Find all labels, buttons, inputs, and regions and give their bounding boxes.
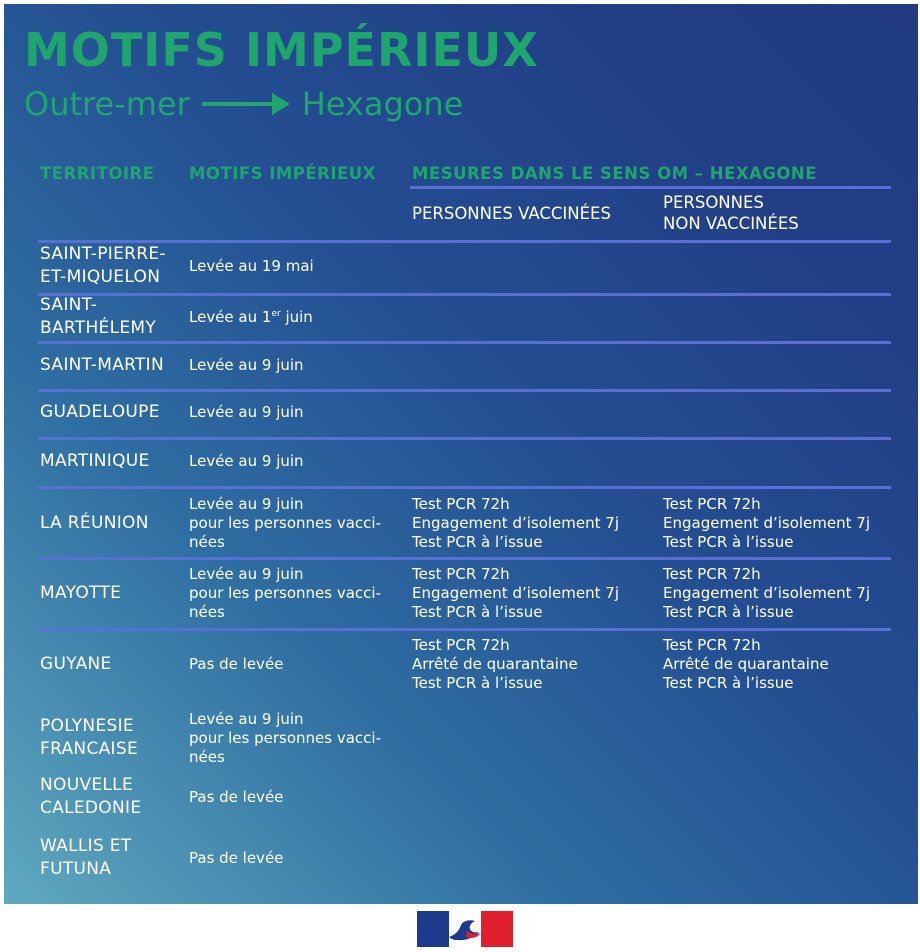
header-motifs: MOTIFS IMPÉRIEUX xyxy=(189,164,376,183)
measures-vaccinated: Test PCR 72h Engagement d’isolement 7j Test PCR à l’issue xyxy=(412,564,619,621)
measures-unvaccinated: Test PCR 72h Arrêté de quarantaine Test PCR à l’issue xyxy=(663,635,829,692)
header-mesures: MESURES DANS LE SENS OM – HEXAGONE xyxy=(412,164,818,183)
row-divider xyxy=(38,341,891,344)
motif-value: Levée au 9 juin xyxy=(189,355,304,374)
row-divider xyxy=(38,240,891,243)
row-divider xyxy=(38,486,891,489)
territory-name: WALLIS ET FUTUNA xyxy=(40,836,132,879)
motif-value: Levée au 19 mai xyxy=(189,256,314,275)
territory-name: MAYOTTE xyxy=(40,582,122,603)
page-title: MOTIFS IMPÉRIEUX xyxy=(24,23,539,77)
territory-name: SAINT-MARTIN xyxy=(40,354,165,375)
marianne-logo-icon xyxy=(417,911,513,947)
motif-value: Pas de levée xyxy=(189,848,284,867)
infographic-panel xyxy=(4,4,918,904)
territory-name: NOUVELLE CALEDONIE xyxy=(40,775,142,818)
subtitle-from: Outre-mer xyxy=(24,85,190,123)
arrow-right-icon xyxy=(202,93,290,115)
subtitle-to: Hexagone xyxy=(301,85,464,123)
row-divider xyxy=(38,389,891,392)
header-territoire: TERRITOIRE xyxy=(40,164,155,183)
motif-value: Levée au 9 juin xyxy=(189,451,304,470)
measures-vaccinated: Test PCR 72h Engagement d’isolement 7j Test PCR à l’issue xyxy=(412,494,619,551)
header-non-vaccinees: PERSONNES NON VACCINÉES xyxy=(663,193,799,233)
measures-unvaccinated: Test PCR 72h Engagement d’isolement 7j Test PCR à l’issue xyxy=(663,494,870,551)
territory-name: POLYNESIE FRANCAISE xyxy=(40,716,138,759)
header-rule xyxy=(410,186,891,189)
row-divider xyxy=(38,628,891,631)
row-divider xyxy=(38,293,891,296)
motif-value: Levée au 9 juin pour les personnes vacci- nées xyxy=(189,709,381,766)
motif-value: Levée au 9 juin pour les personnes vacci- nées xyxy=(189,564,381,621)
measures-vaccinated: Test PCR 72h Arrêté de quarantaine Test PCR à l’issue xyxy=(412,635,578,692)
motif-value: Pas de levée xyxy=(189,654,284,673)
row-divider xyxy=(38,557,891,560)
territory-name: SAINT- BARTHÉLEMY xyxy=(40,295,157,338)
territory-name: MARTINIQUE xyxy=(40,450,150,471)
motif-value: Levée au 1er juin xyxy=(189,307,313,326)
territory-name: GUYANE xyxy=(40,653,112,674)
territory-name: LA RÉUNION xyxy=(40,512,149,533)
row-divider xyxy=(38,437,891,440)
territory-name: GUADELOUPE xyxy=(40,401,160,422)
measures-unvaccinated: Test PCR 72h Engagement d’isolement 7j Test PCR à l’issue xyxy=(663,564,870,621)
motif-value: Levée au 9 juin xyxy=(189,402,304,421)
motif-value: Levée au 9 juin pour les personnes vacci- nées xyxy=(189,494,381,551)
header-vaccinees: PERSONNES VACCINÉES xyxy=(412,204,611,223)
motif-value: Pas de levée xyxy=(189,787,284,806)
territory-name: SAINT-PIERRE- ET-MIQUELON xyxy=(40,244,166,287)
subtitle xyxy=(24,82,463,126)
